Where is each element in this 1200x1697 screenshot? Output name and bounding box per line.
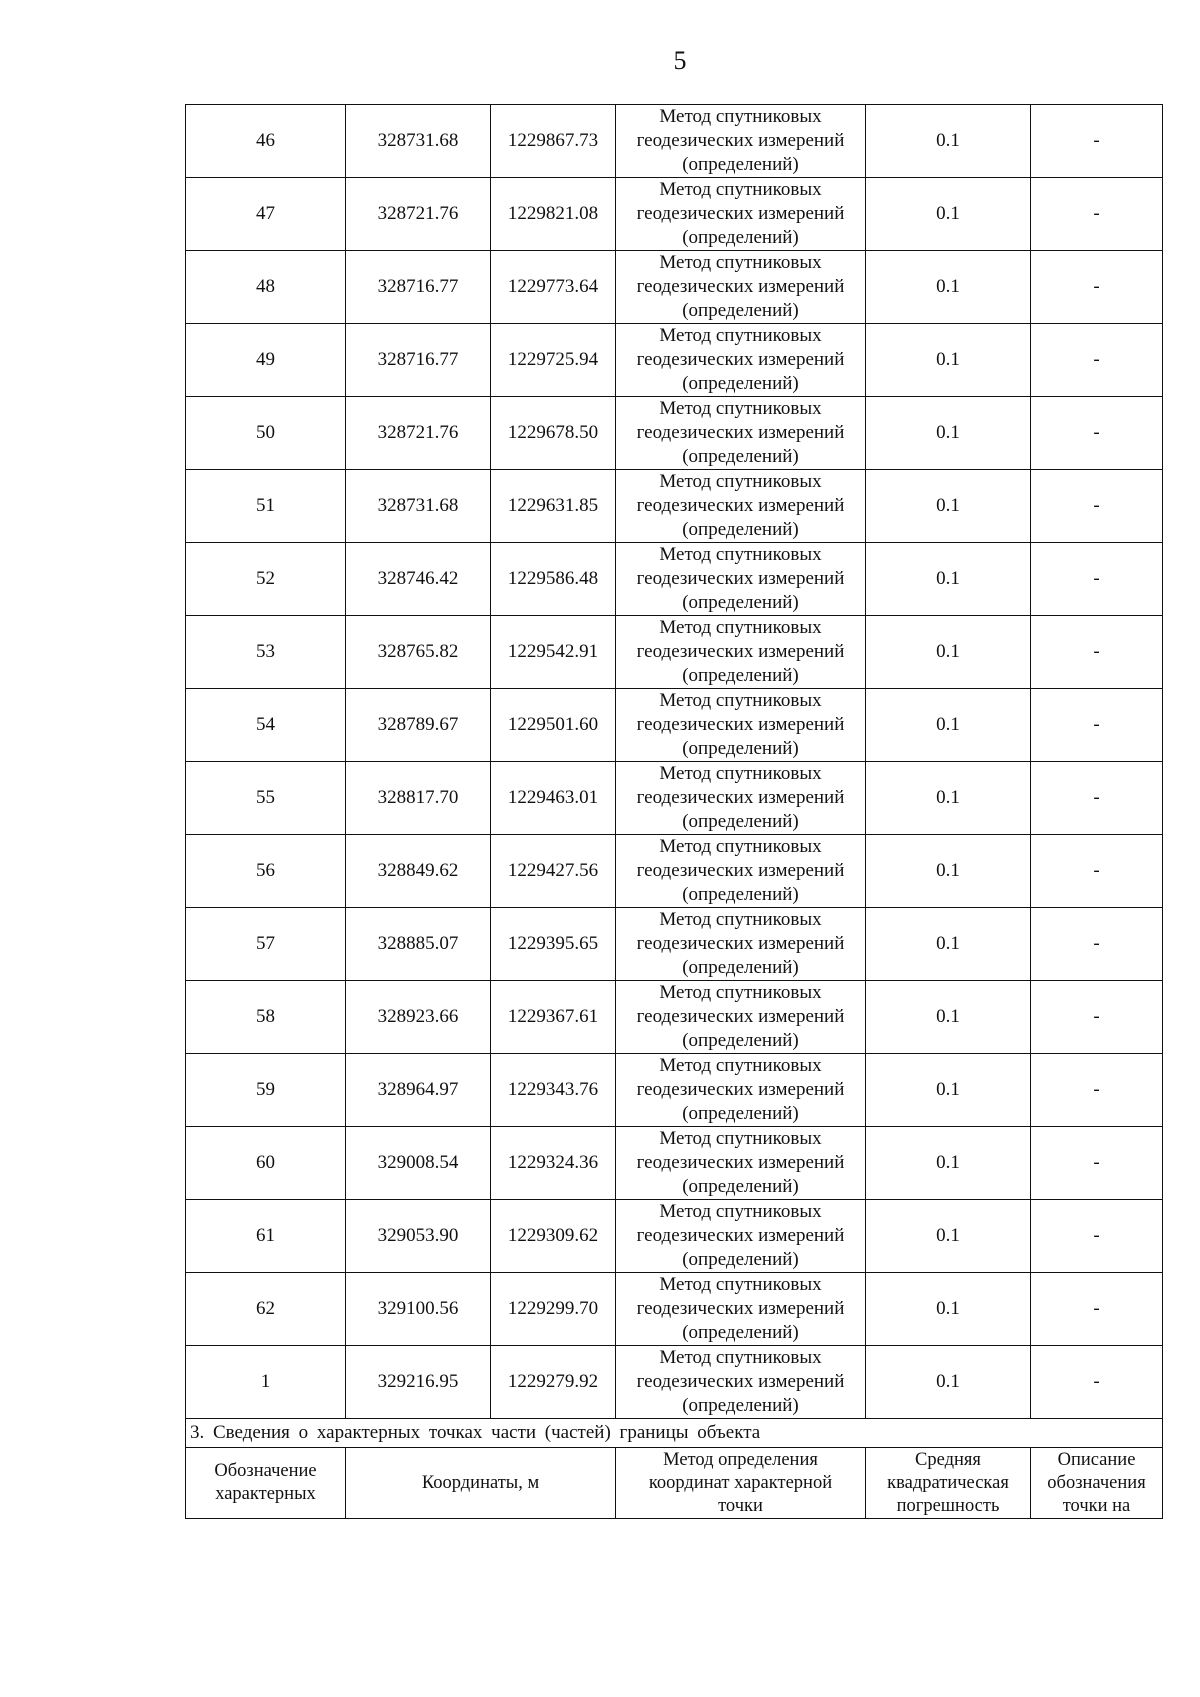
method-cell xyxy=(616,616,866,689)
table-row xyxy=(186,1273,1163,1346)
y-coordinate-cell: 1229343.76 xyxy=(491,1054,616,1127)
point-id-cell: 50 xyxy=(186,397,346,470)
x-coordinate-cell: 328721.76 xyxy=(346,178,491,251)
method-line: геодезических измерений xyxy=(636,1079,845,1100)
table-row xyxy=(186,543,1163,616)
method-cell xyxy=(616,1200,866,1273)
method-cell xyxy=(616,251,866,324)
error-cell: 0.1 xyxy=(866,543,1031,616)
method-line: геодезических измерений xyxy=(636,1006,845,1027)
method-line: геодезических измерений xyxy=(636,276,845,297)
description-cell: - xyxy=(1031,689,1163,762)
description-cell: - xyxy=(1031,981,1163,1054)
method-cell xyxy=(616,762,866,835)
description-cell: - xyxy=(1031,178,1163,251)
x-coordinate-cell: 328817.70 xyxy=(346,762,491,835)
table-row xyxy=(186,251,1163,324)
x-coordinate-cell: 328789.67 xyxy=(346,689,491,762)
method-cell xyxy=(616,1346,866,1419)
method-line: Метод спутниковых xyxy=(659,982,822,1003)
method-line: (определений) xyxy=(682,1395,799,1416)
error-cell: 0.1 xyxy=(866,105,1031,178)
method-cell xyxy=(616,324,866,397)
method-line: (определений) xyxy=(682,519,799,540)
method-line: (определений) xyxy=(682,446,799,467)
method-line: геодезических измерений xyxy=(636,1371,845,1392)
method-line: (определений) xyxy=(682,1322,799,1343)
y-coordinate-cell: 1229299.70 xyxy=(491,1273,616,1346)
x-coordinate-cell: 328885.07 xyxy=(346,908,491,981)
error-cell: 0.1 xyxy=(866,1127,1031,1200)
y-coordinate-cell: 1229678.50 xyxy=(491,397,616,470)
header-designation: Обозначение характерных xyxy=(186,1448,346,1519)
error-cell: 0.1 xyxy=(866,908,1031,981)
error-cell: 0.1 xyxy=(866,981,1031,1054)
table-row xyxy=(186,981,1163,1054)
method-line: Метод спутниковых xyxy=(659,1128,822,1149)
y-coordinate-cell: 1229586.48 xyxy=(491,543,616,616)
x-coordinate-cell: 328731.68 xyxy=(346,105,491,178)
method-line: (определений) xyxy=(682,373,799,394)
method-line: геодезических измерений xyxy=(636,1298,845,1319)
method-line: геодезических измерений xyxy=(636,568,845,589)
y-coordinate-cell: 1229867.73 xyxy=(491,105,616,178)
table-row xyxy=(186,105,1163,178)
description-cell: - xyxy=(1031,1273,1163,1346)
method-line: (определений) xyxy=(682,1030,799,1051)
header-method: Метод определения координат характерной точки xyxy=(616,1448,866,1519)
method-line: Метод спутниковых xyxy=(659,544,822,565)
header-coordinates: Координаты, м xyxy=(346,1448,616,1519)
x-coordinate-cell: 328731.68 xyxy=(346,470,491,543)
description-cell: - xyxy=(1031,1127,1163,1200)
y-coordinate-cell: 1229725.94 xyxy=(491,324,616,397)
y-coordinate-cell: 1229324.36 xyxy=(491,1127,616,1200)
method-line: геодезических измерений xyxy=(636,495,845,516)
method-line: Метод спутниковых xyxy=(659,690,822,711)
y-coordinate-cell: 1229631.85 xyxy=(491,470,616,543)
y-coordinate-cell: 1229821.08 xyxy=(491,178,616,251)
method-line: геодезических измерений xyxy=(636,422,845,443)
method-line: Метод спутниковых xyxy=(659,325,822,346)
method-cell xyxy=(616,1054,866,1127)
error-cell: 0.1 xyxy=(866,397,1031,470)
method-line: Метод спутниковых xyxy=(659,617,822,638)
method-line: геодезических измерений xyxy=(636,1152,845,1173)
point-id-cell: 61 xyxy=(186,1200,346,1273)
point-id-cell: 53 xyxy=(186,616,346,689)
page-number: 5 xyxy=(673,46,687,75)
method-line: Метод спутниковых xyxy=(659,471,822,492)
point-id-cell: 55 xyxy=(186,762,346,835)
point-id-cell: 62 xyxy=(186,1273,346,1346)
method-line: (определений) xyxy=(682,1176,799,1197)
point-id-cell: 51 xyxy=(186,470,346,543)
error-cell: 0.1 xyxy=(866,1054,1031,1127)
method-line: геодезических измерений xyxy=(636,714,845,735)
method-cell xyxy=(616,543,866,616)
point-id-cell: 52 xyxy=(186,543,346,616)
x-coordinate-cell: 328964.97 xyxy=(346,1054,491,1127)
point-id-cell: 59 xyxy=(186,1054,346,1127)
point-id-cell: 48 xyxy=(186,251,346,324)
method-cell xyxy=(616,1127,866,1200)
method-line: (определений) xyxy=(682,738,799,759)
section-3-row xyxy=(186,1419,1163,1448)
description-cell: - xyxy=(1031,251,1163,324)
x-coordinate-cell: 328716.77 xyxy=(346,324,491,397)
section-3-title: 3. Сведения о характерных точках части (частей) границы объекта xyxy=(186,1419,1163,1448)
x-coordinate-cell: 328765.82 xyxy=(346,616,491,689)
description-cell: - xyxy=(1031,1200,1163,1273)
table-row xyxy=(186,324,1163,397)
description-cell: - xyxy=(1031,397,1163,470)
x-coordinate-cell: 328849.62 xyxy=(346,835,491,908)
table-row xyxy=(186,1200,1163,1273)
method-cell xyxy=(616,908,866,981)
y-coordinate-cell: 1229463.01 xyxy=(491,762,616,835)
x-coordinate-cell: 329216.95 xyxy=(346,1346,491,1419)
method-line: Метод спутниковых xyxy=(659,252,822,273)
error-cell: 0.1 xyxy=(866,835,1031,908)
table-row xyxy=(186,1127,1163,1200)
method-cell xyxy=(616,397,866,470)
table-row xyxy=(186,762,1163,835)
description-cell: - xyxy=(1031,1346,1163,1419)
method-line: (определений) xyxy=(682,1103,799,1124)
method-line: (определений) xyxy=(682,811,799,832)
header-error: Средняя квадратическая погрешность xyxy=(866,1448,1031,1519)
method-line: Метод спутниковых xyxy=(659,763,822,784)
method-cell xyxy=(616,981,866,1054)
table-row xyxy=(186,835,1163,908)
description-cell: - xyxy=(1031,835,1163,908)
method-line: (определений) xyxy=(682,300,799,321)
method-line: геодезических измерений xyxy=(636,641,845,662)
method-line: геодезических измерений xyxy=(636,349,845,370)
method-cell xyxy=(616,689,866,762)
coordinates-table-body xyxy=(186,105,1163,1519)
method-line: Метод спутниковых xyxy=(659,909,822,930)
method-line: Метод спутниковых xyxy=(659,1347,822,1368)
x-coordinate-cell: 328716.77 xyxy=(346,251,491,324)
method-line: Метод спутниковых xyxy=(659,179,822,200)
method-line: геодезических измерений xyxy=(636,860,845,881)
error-cell: 0.1 xyxy=(866,616,1031,689)
method-line: Метод спутниковых xyxy=(659,1055,822,1076)
error-cell: 0.1 xyxy=(866,689,1031,762)
method-line: (определений) xyxy=(682,957,799,978)
coordinates-table xyxy=(185,104,1163,1519)
y-coordinate-cell: 1229367.61 xyxy=(491,981,616,1054)
point-id-cell: 49 xyxy=(186,324,346,397)
error-cell: 0.1 xyxy=(866,1273,1031,1346)
point-id-cell: 1 xyxy=(186,1346,346,1419)
table-row xyxy=(186,908,1163,981)
point-id-cell: 46 xyxy=(186,105,346,178)
description-cell: - xyxy=(1031,1054,1163,1127)
method-line: (определений) xyxy=(682,592,799,613)
description-cell: - xyxy=(1031,470,1163,543)
method-line: геодезических измерений xyxy=(636,1225,845,1246)
point-id-cell: 47 xyxy=(186,178,346,251)
y-coordinate-cell: 1229501.60 xyxy=(491,689,616,762)
method-line: (определений) xyxy=(682,665,799,686)
method-line: (определений) xyxy=(682,1249,799,1270)
y-coordinate-cell: 1229773.64 xyxy=(491,251,616,324)
point-id-cell: 58 xyxy=(186,981,346,1054)
method-line: Метод спутниковых xyxy=(659,836,822,857)
x-coordinate-cell: 328721.76 xyxy=(346,397,491,470)
method-cell xyxy=(616,105,866,178)
y-coordinate-cell: 1229427.56 xyxy=(491,835,616,908)
method-line: Метод спутниковых xyxy=(659,398,822,419)
method-line: (определений) xyxy=(682,154,799,175)
error-cell: 0.1 xyxy=(866,324,1031,397)
description-cell: - xyxy=(1031,543,1163,616)
method-line: (определений) xyxy=(682,884,799,905)
method-cell xyxy=(616,178,866,251)
method-line: геодезических измерений xyxy=(636,933,845,954)
point-id-cell: 56 xyxy=(186,835,346,908)
y-coordinate-cell: 1229395.65 xyxy=(491,908,616,981)
method-line: Метод спутниковых xyxy=(659,1274,822,1295)
table-row xyxy=(186,689,1163,762)
error-cell: 0.1 xyxy=(866,1200,1031,1273)
error-cell: 0.1 xyxy=(866,251,1031,324)
x-coordinate-cell: 329100.56 xyxy=(346,1273,491,1346)
error-cell: 0.1 xyxy=(866,762,1031,835)
x-coordinate-cell: 328746.42 xyxy=(346,543,491,616)
method-line: Метод спутниковых xyxy=(659,1201,822,1222)
description-cell: - xyxy=(1031,908,1163,981)
description-cell: - xyxy=(1031,324,1163,397)
y-coordinate-cell: 1229542.91 xyxy=(491,616,616,689)
method-cell xyxy=(616,835,866,908)
description-cell: - xyxy=(1031,762,1163,835)
y-coordinate-cell: 1229279.92 xyxy=(491,1346,616,1419)
table-row xyxy=(186,1346,1163,1419)
method-cell xyxy=(616,470,866,543)
description-cell: - xyxy=(1031,616,1163,689)
method-line: геодезических измерений xyxy=(636,787,845,808)
y-coordinate-cell: 1229309.62 xyxy=(491,1200,616,1273)
method-line: геодезических измерений xyxy=(636,203,845,224)
x-coordinate-cell: 329008.54 xyxy=(346,1127,491,1200)
section-3-header-row xyxy=(186,1448,1163,1519)
point-id-cell: 57 xyxy=(186,908,346,981)
x-coordinate-cell: 328923.66 xyxy=(346,981,491,1054)
table-row xyxy=(186,397,1163,470)
point-id-cell: 54 xyxy=(186,689,346,762)
error-cell: 0.1 xyxy=(866,470,1031,543)
table-row xyxy=(186,616,1163,689)
table-row xyxy=(186,1054,1163,1127)
header-description: Описание обозначения точки на xyxy=(1031,1448,1163,1519)
description-cell: - xyxy=(1031,105,1163,178)
method-cell xyxy=(616,1273,866,1346)
method-line: Метод спутниковых xyxy=(659,106,822,127)
error-cell: 0.1 xyxy=(866,178,1031,251)
x-coordinate-cell: 329053.90 xyxy=(346,1200,491,1273)
table-row xyxy=(186,470,1163,543)
method-line: геодезических измерений xyxy=(636,130,845,151)
point-id-cell: 60 xyxy=(186,1127,346,1200)
table-row xyxy=(186,178,1163,251)
method-line: (определений) xyxy=(682,227,799,248)
error-cell: 0.1 xyxy=(866,1346,1031,1419)
